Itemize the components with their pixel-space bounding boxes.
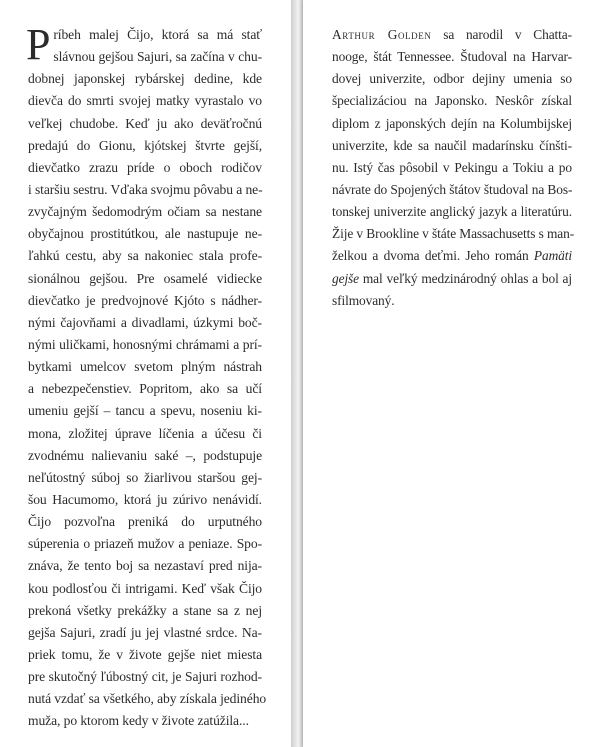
blurb-line: prekoná všetky prekážky a stane sa z nej: [28, 602, 262, 618]
blurb-line: dievča do smrti svojej matky vyrastalo vo: [28, 93, 262, 109]
blurb-line: ľahkú cestu, aby sa nakoniec stala profe-: [28, 248, 262, 264]
blurb-line: bytkami umelcov svetom plným nástrah: [28, 359, 262, 375]
bio-line: nooge, štát Tennessee. Študoval na Harvar-: [332, 49, 572, 65]
blurb-line: znáva, že tento boj sa nezastaví pred nija-: [28, 558, 262, 574]
blurb-line: súperenia o priazeň mužov a peniaze. Spo-: [28, 536, 262, 552]
blurb-line: i staršiu sestru. Vďaka svojmu pôvabu a ne-: [28, 181, 263, 197]
author-name: Arthur Golden: [332, 27, 432, 42]
blurb-line-last: muža, po ktorom kedy v živote zatúžila...: [28, 713, 249, 729]
bio-first-line: [332, 24, 572, 46]
blurb-line: slávnou gejšou Sajuri, sa začína v chu-: [53, 49, 262, 65]
blurb-line: dobnej japonskej rybárskej dedine, kde: [28, 71, 262, 87]
blurb-line: dievčatko zrazu príde o oboch rodičov: [28, 159, 262, 175]
bio-line-last: sfilmovaný.: [332, 292, 395, 308]
blurb-line: dievčatko je predvojnové Kjóto s nádher-: [28, 292, 262, 308]
blurb-line: sionálnou gejšou. Pre osamelé vidiecke: [28, 270, 262, 286]
bio-line-after-title: mal veľký medzinárodný ohlas a bol aj: [359, 270, 572, 286]
bio-line: univerzite, kde sa naučil madarínsku čínšti-: [332, 137, 572, 153]
left-flap: [0, 0, 291, 747]
blurb-line: nutá vzdať sa všetkého, aby získala jediného: [28, 691, 267, 707]
blurb-line: gejša Sajuri, zradí ju jej vlastné srdce. Na-: [28, 624, 262, 640]
blurb-line: nými čajovňami a divadlami, úzkymi boč-: [28, 314, 262, 330]
blurb-line: neľútostný súboj so žiarlivou staršou gej-: [28, 469, 262, 485]
bio-line: nu. Istý čas pôsobil v Pekingu a Tokiu a po: [332, 159, 572, 175]
blurb-line: mona, zložitej úprave líčenia a účesu či: [28, 425, 262, 441]
bio-line: návrate do Spojených štátov študoval na Bos-: [332, 181, 573, 197]
blurb-line: zvodnému nalievaniu saké –, podstupuje: [28, 447, 262, 463]
book-title-part2: gejše: [332, 270, 360, 286]
blurb-line: ríbeh malej Čijo, ktorá sa má stať: [53, 27, 262, 42]
bio-line: tonskej univerzite anglický jazyk a literatúru.: [332, 204, 572, 220]
blurb-line: priek tomu, že v živote gejše niet miesta: [28, 646, 262, 662]
bio-line: špecializáciou na Japonsko. Neskôr získal: [332, 93, 572, 109]
blurb-line: veľkej chudobe. Keď ju ako deväťročnú: [28, 115, 262, 131]
blurb-line: a nebezpečenstiev. Popritom, ako sa učí: [28, 381, 262, 397]
author-bio: [332, 24, 575, 312]
book-blurb: [26, 20, 267, 733]
bio-line: Žije v Brookline v štáte Massachusetts s man-: [332, 226, 575, 242]
blurb-line: predajú do Gionu, kjótskej štvrte gejší,: [28, 137, 262, 153]
blurb-line: zvyčajným šedomodrým očiam sa nestane: [28, 204, 262, 220]
blurb-line: obyčajnou prostitútkou, ale nastupuje ne-: [28, 226, 262, 242]
bio-line-text: želkou a dvoma deťmi. Jeho román: [332, 248, 529, 264]
bio-line-with-title-end: [332, 268, 572, 290]
blurb-line: nými uličkami, honosnými chrámami a prí-: [28, 336, 262, 352]
blurb-line: Čijo pozvoľna preniká do urputného: [28, 514, 262, 530]
bio-line-with-title: [332, 245, 572, 267]
blurb-line: umeniu gejší – tancu a spevu, noseniu ki-: [28, 403, 262, 419]
drop-cap: P: [26, 20, 51, 69]
blurb-line: pre skutočný ľúbostný cit, je Sajuri rozhod-: [28, 669, 262, 685]
blurb-line: kou podlosťou či intrigami. Keď však Čijo: [28, 580, 262, 596]
bio-line: diplom z japonských dejín na Kolumbijskej: [332, 115, 572, 131]
blurb-line: šou Hacumomo, ktorá ju zúrivo nenávidí.: [28, 491, 262, 507]
bio-first-line-rest: sa narodil v Chatta-: [431, 27, 573, 42]
bio-line: dovej univerzite, odbor dejiny umenia so: [332, 71, 572, 87]
book-title-part1: Pamäti: [533, 248, 573, 264]
spine-gap: [291, 0, 303, 747]
